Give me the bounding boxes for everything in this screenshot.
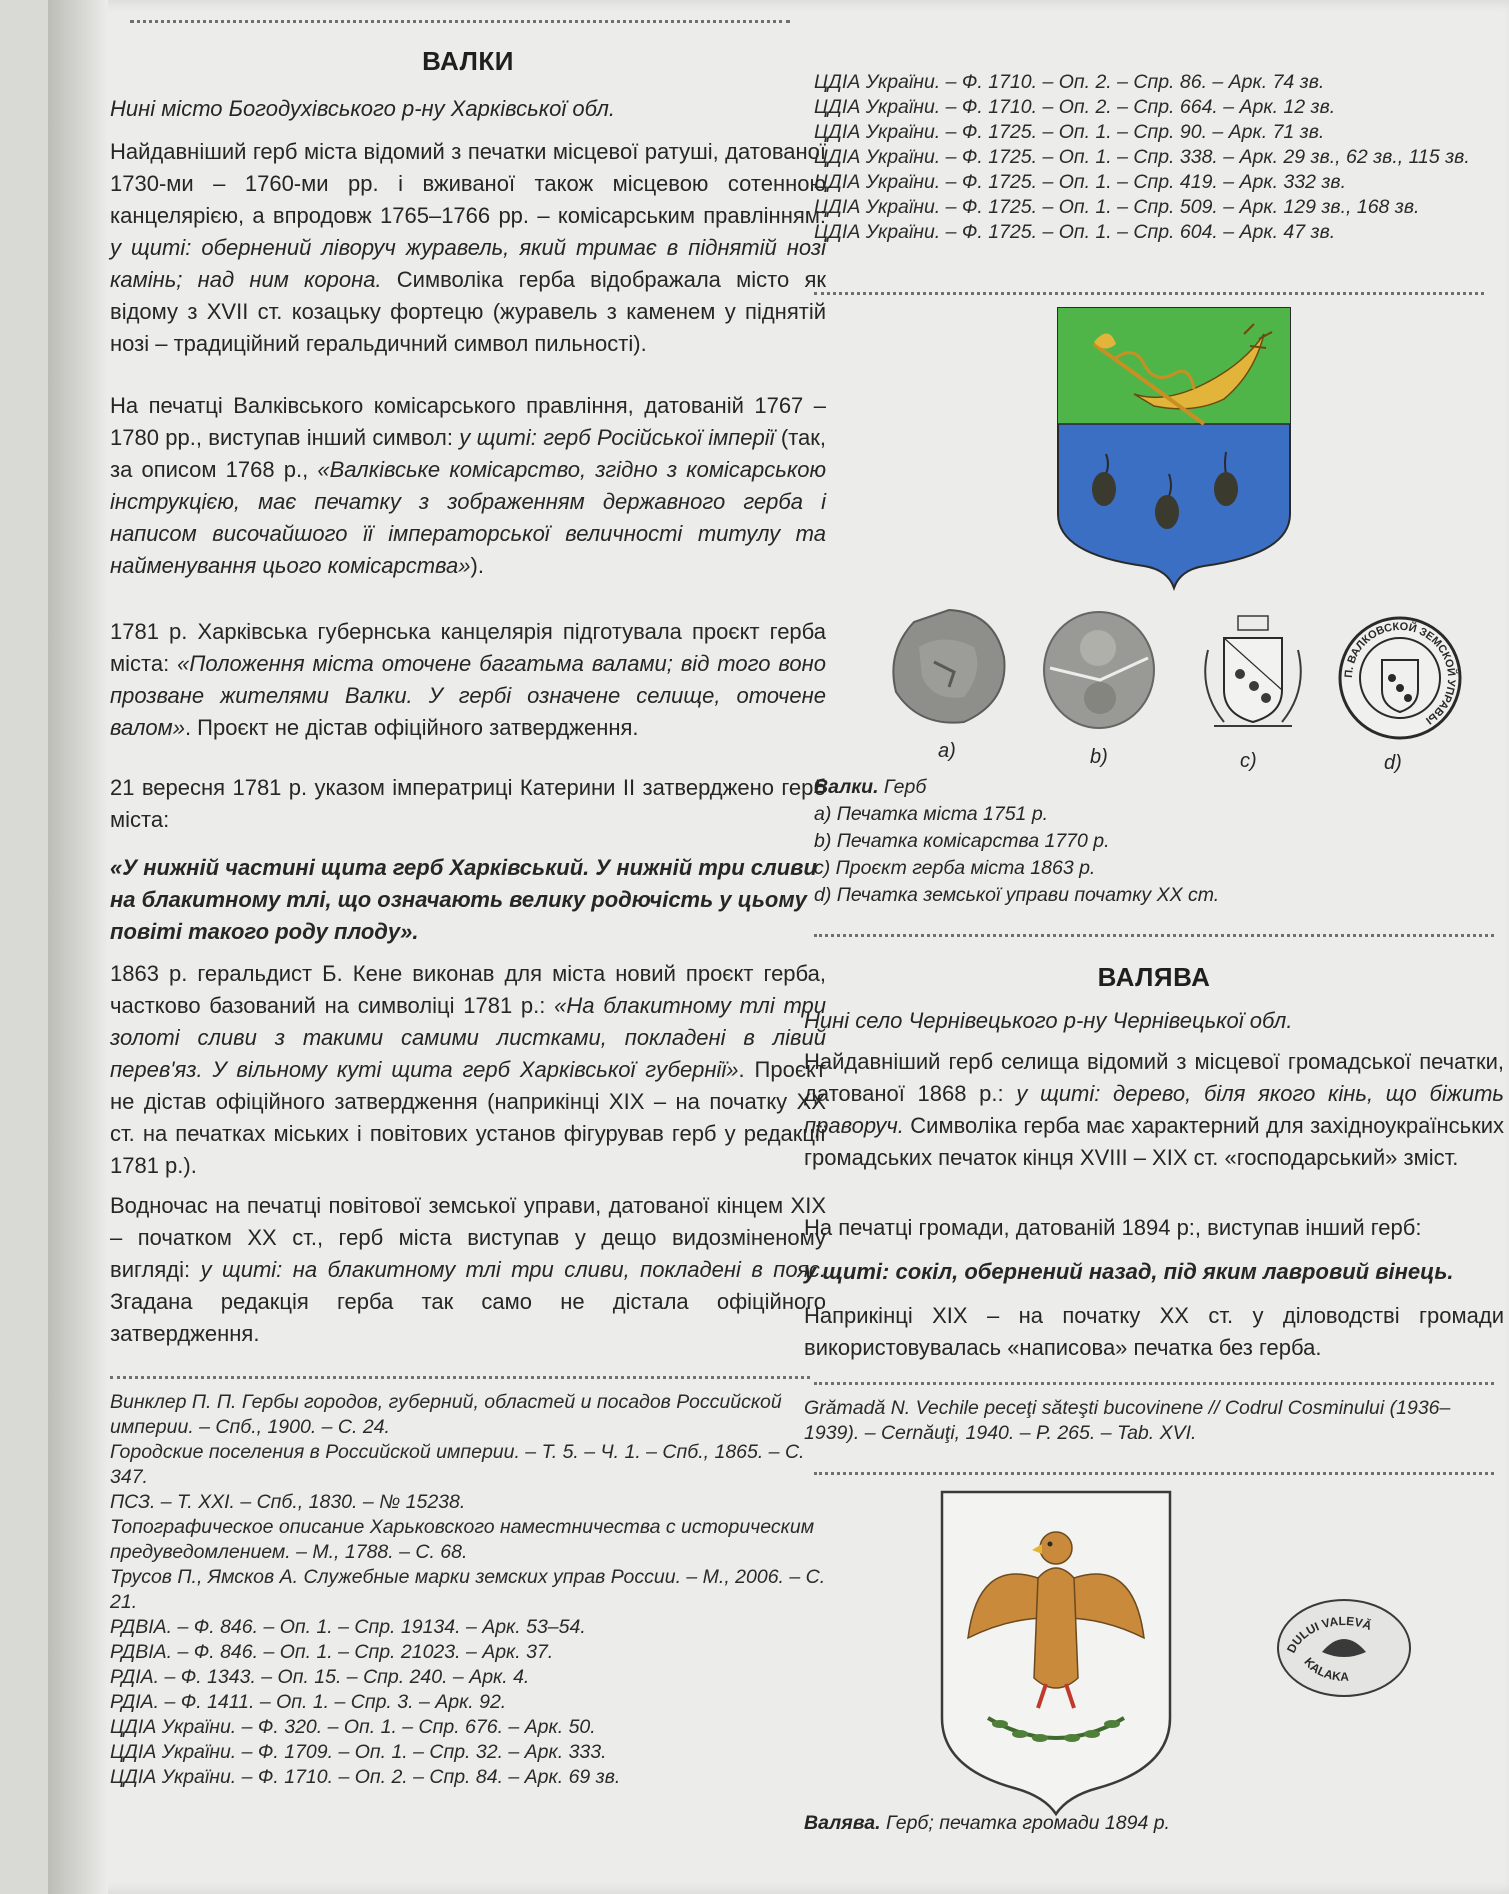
seal-top-legend: DULUI VALEVĂ <box>1283 1613 1374 1656</box>
reference-item: ЦДІА України. – Ф. 1725. – Оп. 1. – Спр. 419. – Арк. 332 зв. <box>814 171 1347 193</box>
seal-c-image <box>1194 610 1312 734</box>
valky-references-right <box>814 70 1494 245</box>
reference-item: ЦДІА України. – Ф. 1710. – Оп. 2. – Спр. 86. – Арк. 74 зв. <box>814 71 1325 93</box>
seal-a-image <box>884 602 1014 732</box>
valyava-paragraph-2: На печатці громади, датованій 1894 р:, виступав інший герб: <box>804 1215 1422 1240</box>
figure-label-c: c) <box>1240 750 1257 772</box>
valyava-paragraph-4: Наприкінці XIX – на початку XX ст. у діловодстві громади використовувалась «написова» печатка без герба. <box>804 1303 1504 1360</box>
valky-figure-caption: Валки. Герб a) Печатка міста 1751 р. b) Печатка комісарства 1770 р. c) Проєкт герба міста 1863 р. d) Печатка земської управи початку XX ст. <box>814 774 1374 909</box>
top-divider <box>130 20 790 23</box>
reference-item: Городские поселения в Российской империи. – Т. 5. – Ч. 1. – Спб., 1865. – С. 347. <box>110 1441 805 1488</box>
book-binding <box>48 0 108 1894</box>
reference-item: ЦДІА України. – Ф. 320. – Оп. 1. – Спр. 676. – Арк. 50. <box>110 1716 596 1738</box>
valyava-seal-image <box>1274 1596 1414 1700</box>
reference-item: ЦДІА України. – Ф. 1725. – Оп. 1. – Спр. 90. – Арк. 71 зв. <box>814 121 1325 143</box>
reference-item: ЦДІА України. – Ф. 1710. – Оп. 2. – Спр. 664. – Арк. 12 зв. <box>814 96 1336 118</box>
reference-item: РДІА. – Ф. 1411. – Оп. 1. – Спр. 3. – Арк. 92. <box>110 1691 507 1713</box>
reference-item: ПСЗ. – Т. XXI. – Спб., 1830. – № 15238. <box>110 1491 466 1513</box>
valky-subtitle: Нині місто Богодухівського р-ну Харківської обл. <box>110 96 616 121</box>
valyava-paragraph-3: у щиті: сокіл, обернений назад, під яким лавровий вінець. <box>804 1259 1454 1284</box>
valyava-subtitle: Нині село Чернівецького р-ну Чернівецької обл. <box>804 1008 1293 1033</box>
refs-divider-valyava <box>814 1382 1494 1385</box>
caption-title: Валява. <box>804 1812 881 1834</box>
caption-line: d) Печатка земської управи початку XX ст. <box>814 884 1220 906</box>
caption-line: b) Печатка комісарства 1770 р. <box>814 830 1110 852</box>
valyava-figure-caption: Валява. Герб; печатка громади 1894 р. <box>804 1812 1170 1834</box>
reference-item: Трусов П., Ямсков А. Служебные марки земских управ России. – М., 2006. – С. 21. <box>110 1566 826 1613</box>
figure-label-d: d) <box>1384 752 1402 774</box>
figure-label-a: a) <box>938 740 956 762</box>
valky-paragraph-1: Найдавніший герб міста відомий з печатки місцевої ратуші, датованої 1730-ми – 1760-ми рр. і вживаної також місцевою сотенною канцелярією, а впродовж 1765–1766 рр. – комісарським правлінням: у щиті: обернений ліворуч журавель, який тримає в піднятій нозі камінь; над ним корона. Символіка герба відображала місто як відому з XVII ст. козацьку фортецю (журавель з каменем у піднятій нозі – традиційний геральдичний символ пильності). <box>110 139 826 356</box>
caption-line: c) Проєкт герба міста 1863 р. <box>814 857 1096 879</box>
reference-item: Топографическое описание Харьковского наместничества с историческим предуведомлением. – М., 1788. – С. 68. <box>110 1516 815 1563</box>
caption-line: a) Печатка міста 1751 р. <box>814 803 1049 825</box>
seal-d-image <box>1334 616 1466 740</box>
valyava-paragraph-1: Найдавніший герб селища відомий з місцевої громадської печатки, датованої 1868 р.: у щиті: дерево, біля якого кінь, що біжить праворуч. Символіка герба має характерний для західноукраїнських громадських печаток кінця XVIII – XIX ст. «господарський» зміст. <box>804 1049 1504 1170</box>
section-divider-2 <box>814 1472 1494 1475</box>
page <box>48 0 1509 1894</box>
reference-item: ЦДІА України. – Ф. 1725. – Оп. 1. – Спр. 338. – Арк. 29 зв., 62 зв., 115 зв. <box>814 146 1470 168</box>
caption-title: Валки. <box>814 776 879 798</box>
valky-decree: «У нижній частині щита герб Харківський. У нижній три сливи на блакитному тлі, що означають велику родючість у цьому повіті такого роду плоду». <box>110 855 817 944</box>
section-divider <box>814 934 1494 937</box>
reference-item: РДІА. – Ф. 1343. – Оп. 15. – Спр. 240. – Арк. 4. <box>110 1666 530 1688</box>
valky-paragraph-6: Водночас на печатці повітової земської управи, датованої кінцем XIX – початком XX ст., герб міста виступав у дещо видозміненому вигляді: у щиті: на блакитному тлі три сливи, покладені в пояс. Згадана редакція герба так само не дістала офіційного затвердження. <box>110 1193 826 1346</box>
reference-item: Винклер П. П. Гербы городов, губерний, областей и посадов Российской империи. – Спб., 1900. – С. 24. <box>110 1391 782 1438</box>
seal-b-image <box>1040 608 1158 733</box>
reference-item: ЦДІА України. – Ф. 1725. – Оп. 1. – Спр. 604. – Арк. 47 зв. <box>814 221 1336 243</box>
refs-divider-right <box>814 292 1484 295</box>
valky-paragraph-5: 1863 р. геральдист Б. Кене виконав для міста новий проєкт герба, частково базований на символіці 1781 р.: «На блакитному тлі три золоті сливи з такими самими листками, покладені в лівий перев'яз. У вільному куті щита герб Харківської губернії». Проєкт не дістав офіційного затвердження (наприкінці XIX – на початку XX ст. на печатках міських і повітових установ фігурував герб у редакції 1781 р.). <box>110 961 827 1178</box>
valyava-coat-of-arms <box>938 1488 1174 1818</box>
valyava-reference: Grămadă N. Vechile peceţi săteşti bucovinene // Codrul Cosminului (1936–1939). – Cernăuţi, 1940. – P. 265. – Tab. XVI. <box>804 1397 1451 1444</box>
reference-item: РДВІА. – Ф. 846. – Оп. 1. – Спр. 21023. – Арк. 37. <box>110 1641 554 1663</box>
seal-d-legend: П. ВАЛКОВСКОЙ ЗЕМСКОЙ УПРАВЫ <box>1342 620 1458 727</box>
article-title-valyava: ВАЛЯВА <box>1097 962 1211 992</box>
article-title-valky: ВАЛКИ <box>422 46 514 76</box>
refs-divider-left <box>110 1376 810 1379</box>
valky-references-left <box>110 1390 826 1790</box>
figure-label-b: b) <box>1090 746 1108 768</box>
reference-item: ЦДІА України. – Ф. 1709. – Оп. 1. – Спр. 32. – Арк. 333. <box>110 1741 607 1763</box>
reference-item: ЦДІА України. – Ф. 1725. – Оп. 1. – Спр. 509. – Арк. 129 зв., 168 зв. <box>814 196 1420 218</box>
reference-item: РДВІА. – Ф. 846. – Оп. 1. – Спр. 19134. – Арк. 53–54. <box>110 1616 586 1638</box>
valky-paragraph-2: На печатці Валківського комісарського правління, датованій 1767 – 1780 рр., виступав інший символ: у щиті: герб Російської імперії (так, за описом 1768 р., «Валківське комісарство, згідно з комісарською інструкцією, має печатку з зображенням державного герба і написом височайшого її імператорської величності титулу та найменування цього комісарства»). <box>110 393 827 578</box>
reference-item: ЦДІА України. – Ф. 1710. – Оп. 2. – Спр. 84. – Арк. 69 зв. <box>110 1766 621 1788</box>
valky-paragraph-4: 21 вересня 1781 р. указом імператриці Катерини II затверджено герб міста: <box>110 775 826 832</box>
valky-coat-of-arms <box>1054 304 1294 594</box>
valky-paragraph-3: 1781 р. Харківська губернська канцелярія підготувала проєкт герба міста: «Положення міста оточене багатьма валами; від того воно прозване жителями Валки. У гербі означене селище, оточене валом». Проєкт не дістав офіційного затвердження. <box>110 619 826 740</box>
seal-bottom-legend: KALAKA <box>1301 1654 1349 1684</box>
